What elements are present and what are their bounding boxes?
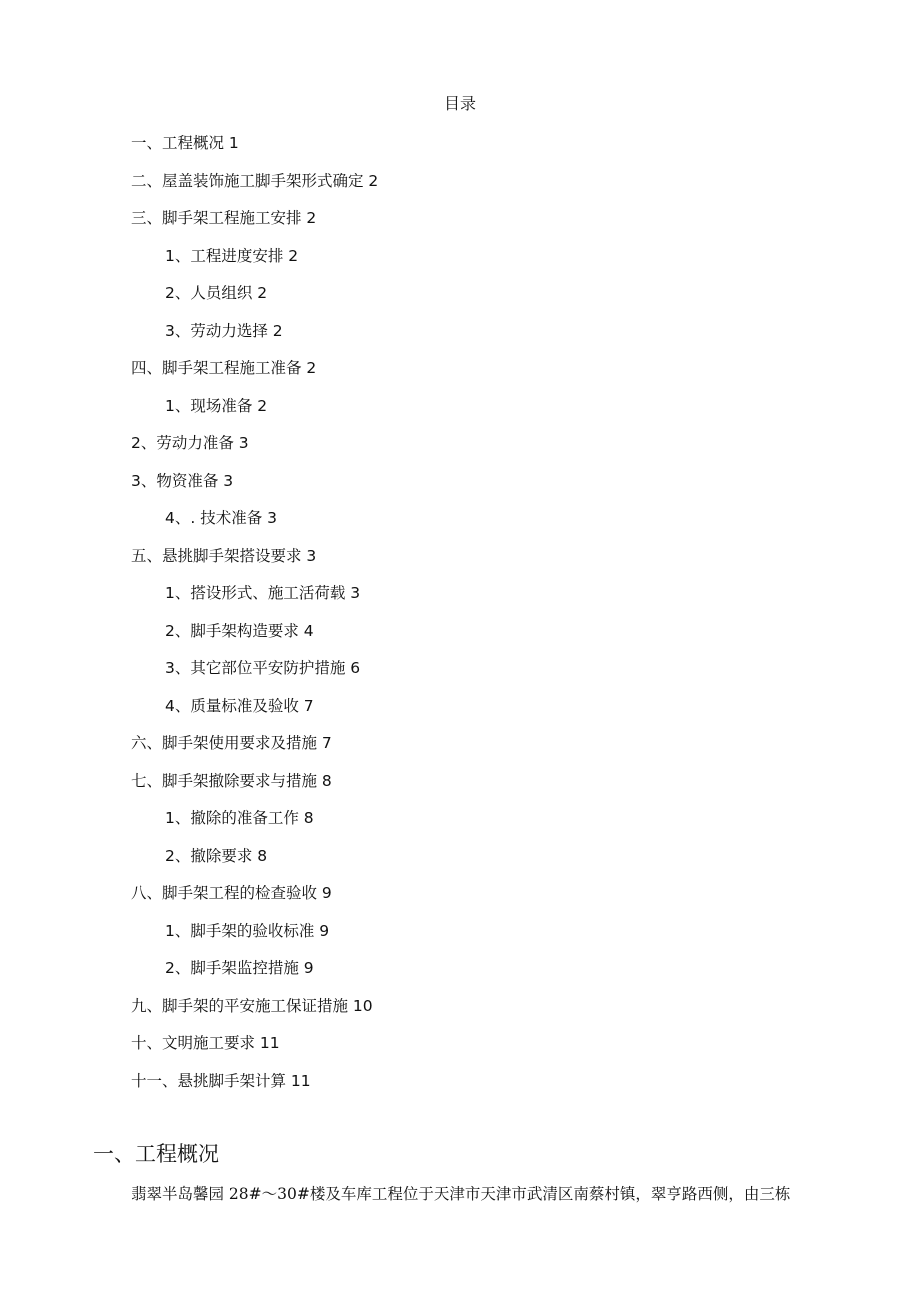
toc-item[interactable]: 2、劳动力准备 3 xyxy=(131,434,249,452)
toc-item[interactable]: 十、文明施工要求 11 xyxy=(131,1034,280,1052)
toc-subitem[interactable]: 1、工程进度安排 2 xyxy=(165,246,299,265)
toc-item[interactable]: 七、脚手架撤除要求与措施 8 xyxy=(131,771,332,790)
toc-subitem[interactable]: 4、. 技术准备 3 xyxy=(165,509,278,527)
table-of-contents xyxy=(0,131,920,1106)
toc-item[interactable]: 五、悬挑脚手架搭设要求 3 xyxy=(131,546,317,565)
toc-item[interactable]: 一、工程概况 1 xyxy=(131,134,239,152)
toc-subitem[interactable]: 1、现场准备 2 xyxy=(165,396,268,415)
toc-item[interactable]: 十一、悬挑脚手架计算 11 xyxy=(131,1071,311,1090)
toc-item[interactable]: 3、物资准备 3 xyxy=(131,471,234,490)
toc-subitem[interactable]: 1、撤除的准备工作 8 xyxy=(165,809,314,827)
toc-subitem[interactable]: 2、撤除要求 8 xyxy=(165,846,268,865)
toc-subitem[interactable]: 2、人员组织 2 xyxy=(165,284,268,302)
toc-subitem[interactable]: 4、质量标准及验收 7 xyxy=(165,696,314,715)
toc-item[interactable]: 八、脚手架工程的检查验收 9 xyxy=(131,884,332,902)
body-paragraph: 翡翠半岛馨园 28#～30#楼及车库工程位于天津市天津市武清区南蔡村镇，翠亨路西侧，由三栋 xyxy=(131,1185,791,1203)
toc-subitem[interactable]: 1、脚手架的验收标准 9 xyxy=(165,921,330,940)
toc-item[interactable]: 六、脚手架使用要求及措施 7 xyxy=(131,734,332,752)
toc-item[interactable]: 九、脚手架的平安施工保证措施 10 xyxy=(131,996,373,1015)
toc-title: 目录 xyxy=(443,94,476,113)
section-heading: 一、工程概况 xyxy=(93,1142,219,1166)
toc-item[interactable]: 二、屋盖装饰施工脚手架形式确定 2 xyxy=(131,171,379,190)
toc-subitem[interactable]: 2、脚手架监控措施 9 xyxy=(165,959,314,977)
toc-subitem[interactable]: 3、其它部位平安防护措施 6 xyxy=(165,659,361,677)
toc-subitem[interactable]: 2、脚手架构造要求 4 xyxy=(165,621,314,640)
toc-item[interactable]: 四、脚手架工程施工准备 2 xyxy=(131,359,317,377)
toc-subitem[interactable]: 1、搭设形式、施工活荷载 3 xyxy=(165,584,361,602)
toc-item[interactable]: 三、脚手架工程施工安排 2 xyxy=(131,209,317,227)
toc-subitem[interactable]: 3、劳动力选择 2 xyxy=(165,321,283,340)
